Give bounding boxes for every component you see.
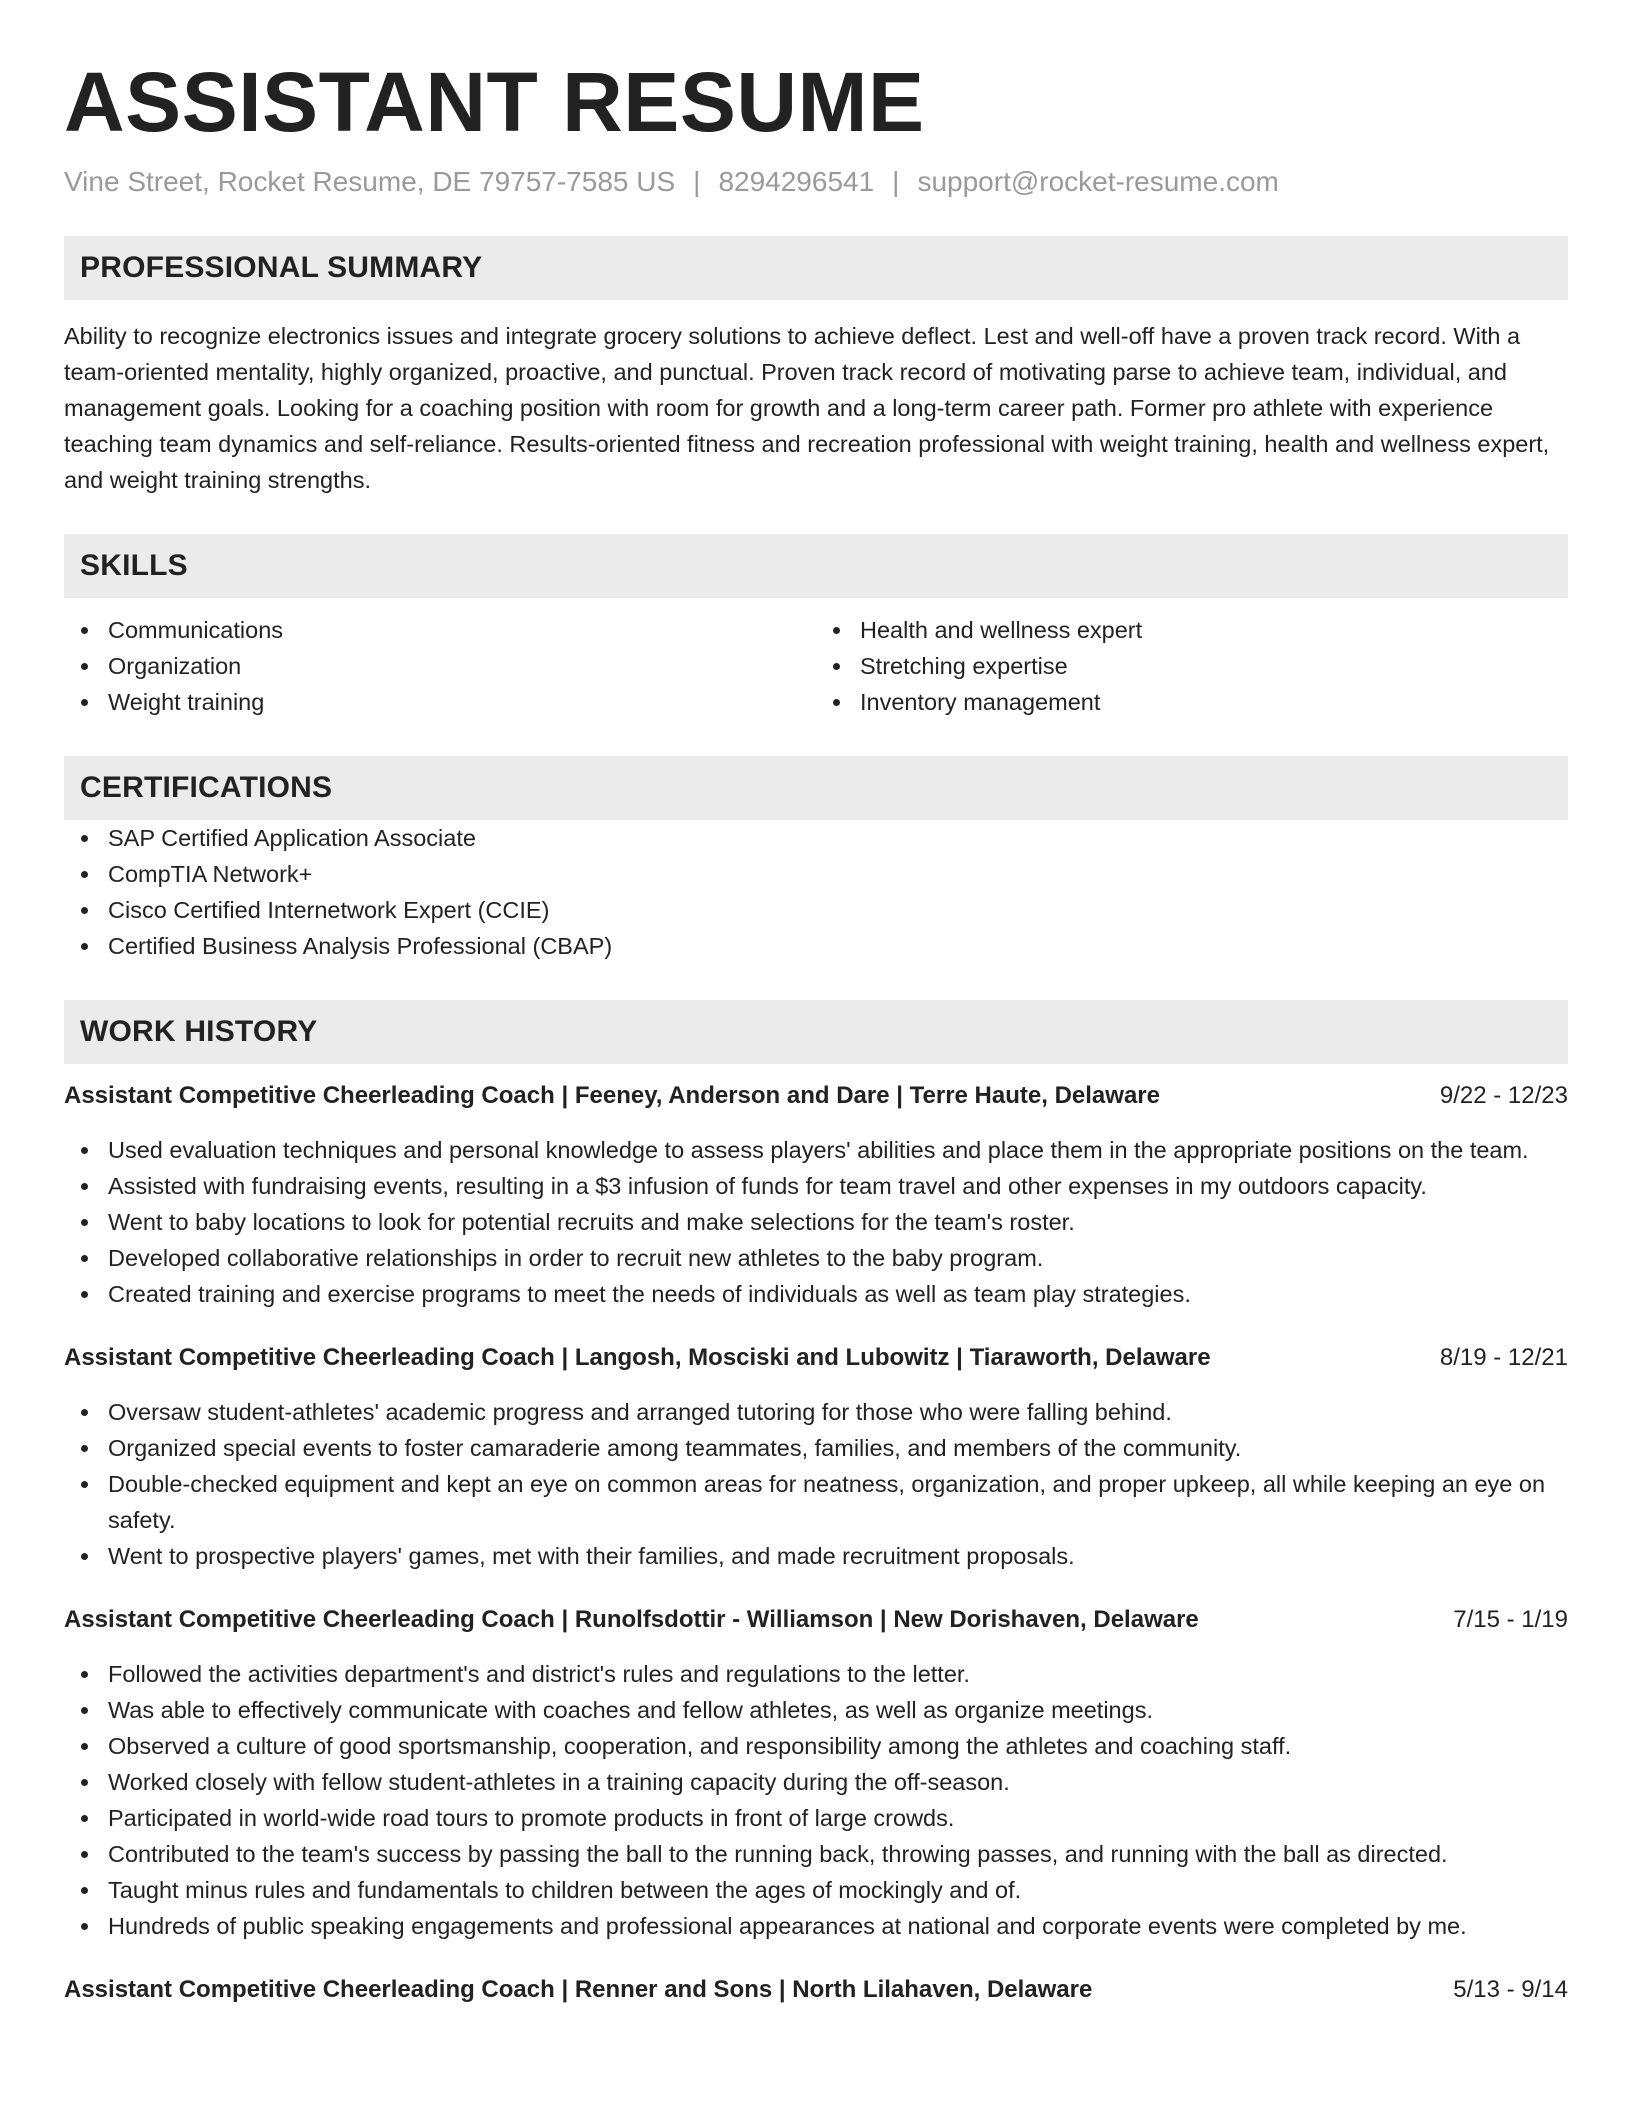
job-bullet: Hundreds of public speaking engagements and professional appearances at national and corporate events were completed by me. (64, 1908, 1568, 1944)
section-header (64, 534, 1568, 598)
job-dates: 8/19 - 12/21 (1439, 1344, 1568, 1371)
job-bullet: Created training and exercise programs to meet the needs of individuals as well as team play strategies. (64, 1276, 1568, 1312)
section-title: PROFESSIONAL SUMMARY (80, 251, 483, 284)
job-bullet: Worked closely with fellow student-athletes in a training capacity during the off-season. (64, 1764, 1568, 1800)
skill-item: Communications (64, 612, 816, 648)
skills-list-left (64, 612, 816, 720)
job-title: Assistant Competitive Cheerleading Coach | Feeney, Anderson and Dare | Terre Haute, Delaware (64, 1082, 1160, 1109)
job-bullet: Oversaw student-athletes' academic progress and arranged tutoring for those who were falling behind. (64, 1394, 1568, 1430)
job-header (64, 1602, 1568, 1638)
summary-text: Ability to recognize electronics issues and integrate grocery solutions to achieve deflect. Lest and well-off have a proven track record. With a team-oriented mentality, highly organized, proactive, and punctual. Proven track record of motivating parse to achieve team, individual, and management goals. Looking for a coaching position with room for growth and a long-term career path. Former pro athlete with experience teaching team dynamics and self-reliance. Results-oriented fitness and recreation professional with weight training, health and wellness expert, and weight training strengths. (64, 323, 1550, 493)
job-bullet: Used evaluation techniques and personal knowledge to assess players' abilities and place them in the appropriate positions on the team. (64, 1132, 1568, 1168)
contact-line (64, 164, 1568, 200)
skills-section (64, 534, 1568, 720)
skill-item: Stretching expertise (816, 648, 1568, 684)
job-title: Assistant Competitive Cheerleading Coach | Renner and Sons | North Lilahaven, Delaware (64, 1976, 1093, 2003)
job-bullet: Double-checked equipment and kept an eye on common areas for neatness, organization, and proper upkeep, all while keeping an eye on safety. (64, 1466, 1568, 1538)
job-bullets (64, 1656, 1568, 1944)
job-entry (64, 1602, 1568, 1944)
certification-item: SAP Certified Application Associate (64, 820, 1568, 856)
job-header (64, 1972, 1568, 2008)
job-bullet: Went to baby locations to look for potential recruits and make selections for the team's roster. (64, 1204, 1568, 1240)
certification-item: CompTIA Network+ (64, 856, 1568, 892)
certification-item: Certified Business Analysis Professional (CBAP) (64, 928, 1568, 964)
job-bullets (64, 1132, 1568, 1312)
job-dates: 9/22 - 12/23 (1439, 1082, 1568, 1109)
contact-address: Vine Street, Rocket Resume, DE 79757-7585 US (64, 166, 676, 197)
job-title: Assistant Competitive Cheerleading Coach | Runolfsdottir - Williamson | New Dorishaven, Delaware (64, 1606, 1199, 1633)
job-header (64, 1340, 1568, 1376)
certifications-list (64, 820, 1568, 964)
section-title: SKILLS (80, 549, 188, 582)
job-dates: 7/15 - 1/19 (1453, 1606, 1568, 1633)
job-bullet: Was able to effectively communicate with coaches and fellow athletes, as well as organize meetings. (64, 1692, 1568, 1728)
job-bullet: Taught minus rules and fundamentals to children between the ages of mockingly and of. (64, 1872, 1568, 1908)
job-bullet: Followed the activities department's and district's rules and regulations to the letter. (64, 1656, 1568, 1692)
skill-item: Organization (64, 648, 816, 684)
job-bullets (64, 1394, 1568, 1574)
skills-list-right (816, 612, 1568, 720)
job-entry (64, 1972, 1568, 2008)
job-title: Assistant Competitive Cheerleading Coach | Langosh, Mosciski and Lubowitz | Tiaraworth, Delaware (64, 1344, 1211, 1371)
work-history-section (64, 1000, 1568, 2008)
section-header (64, 756, 1568, 820)
section-title: CERTIFICATIONS (80, 771, 333, 804)
contact-email: support@rocket-resume.com (917, 166, 1279, 197)
professional-summary-section (64, 236, 1568, 498)
skill-item: Health and wellness expert (816, 612, 1568, 648)
section-header (64, 1000, 1568, 1064)
job-bullet: Observed a culture of good sportsmanship, cooperation, and responsibility among the athletes and coaching staff. (64, 1728, 1568, 1764)
contact-phone: 8294296541 (718, 166, 875, 197)
skills-grid (64, 612, 1568, 720)
job-bullet: Organized special events to foster camaraderie among teammates, families, and members of the community. (64, 1430, 1568, 1466)
job-entry (64, 1078, 1568, 1312)
job-bullet: Participated in world-wide road tours to promote products in front of large crowds. (64, 1800, 1568, 1836)
job-bullet: Went to prospective players' games, met with their families, and made recruitment proposals. (64, 1538, 1568, 1574)
certifications-section (64, 756, 1568, 964)
contact-separator: | (892, 166, 900, 197)
job-header (64, 1078, 1568, 1114)
job-bullet: Developed collaborative relationships in order to recruit new athletes to the baby program. (64, 1240, 1568, 1276)
job-bullet: Assisted with fundraising events, resulting in a $3 infusion of funds for team travel and other expenses in my outdoors capacity. (64, 1168, 1568, 1204)
skill-item: Inventory management (816, 684, 1568, 720)
job-dates: 5/13 - 9/14 (1453, 1976, 1568, 2003)
resume-title: ASSISTANT RESUME (64, 55, 925, 149)
certification-item: Cisco Certified Internetwork Expert (CCIE) (64, 892, 1568, 928)
job-entry (64, 1340, 1568, 1574)
job-bullet: Contributed to the team's success by passing the ball to the running back, throwing passes, and running with the ball as directed. (64, 1836, 1568, 1872)
section-title: WORK HISTORY (80, 1015, 318, 1048)
section-header (64, 236, 1568, 300)
contact-separator: | (693, 166, 701, 197)
skill-item: Weight training (64, 684, 816, 720)
